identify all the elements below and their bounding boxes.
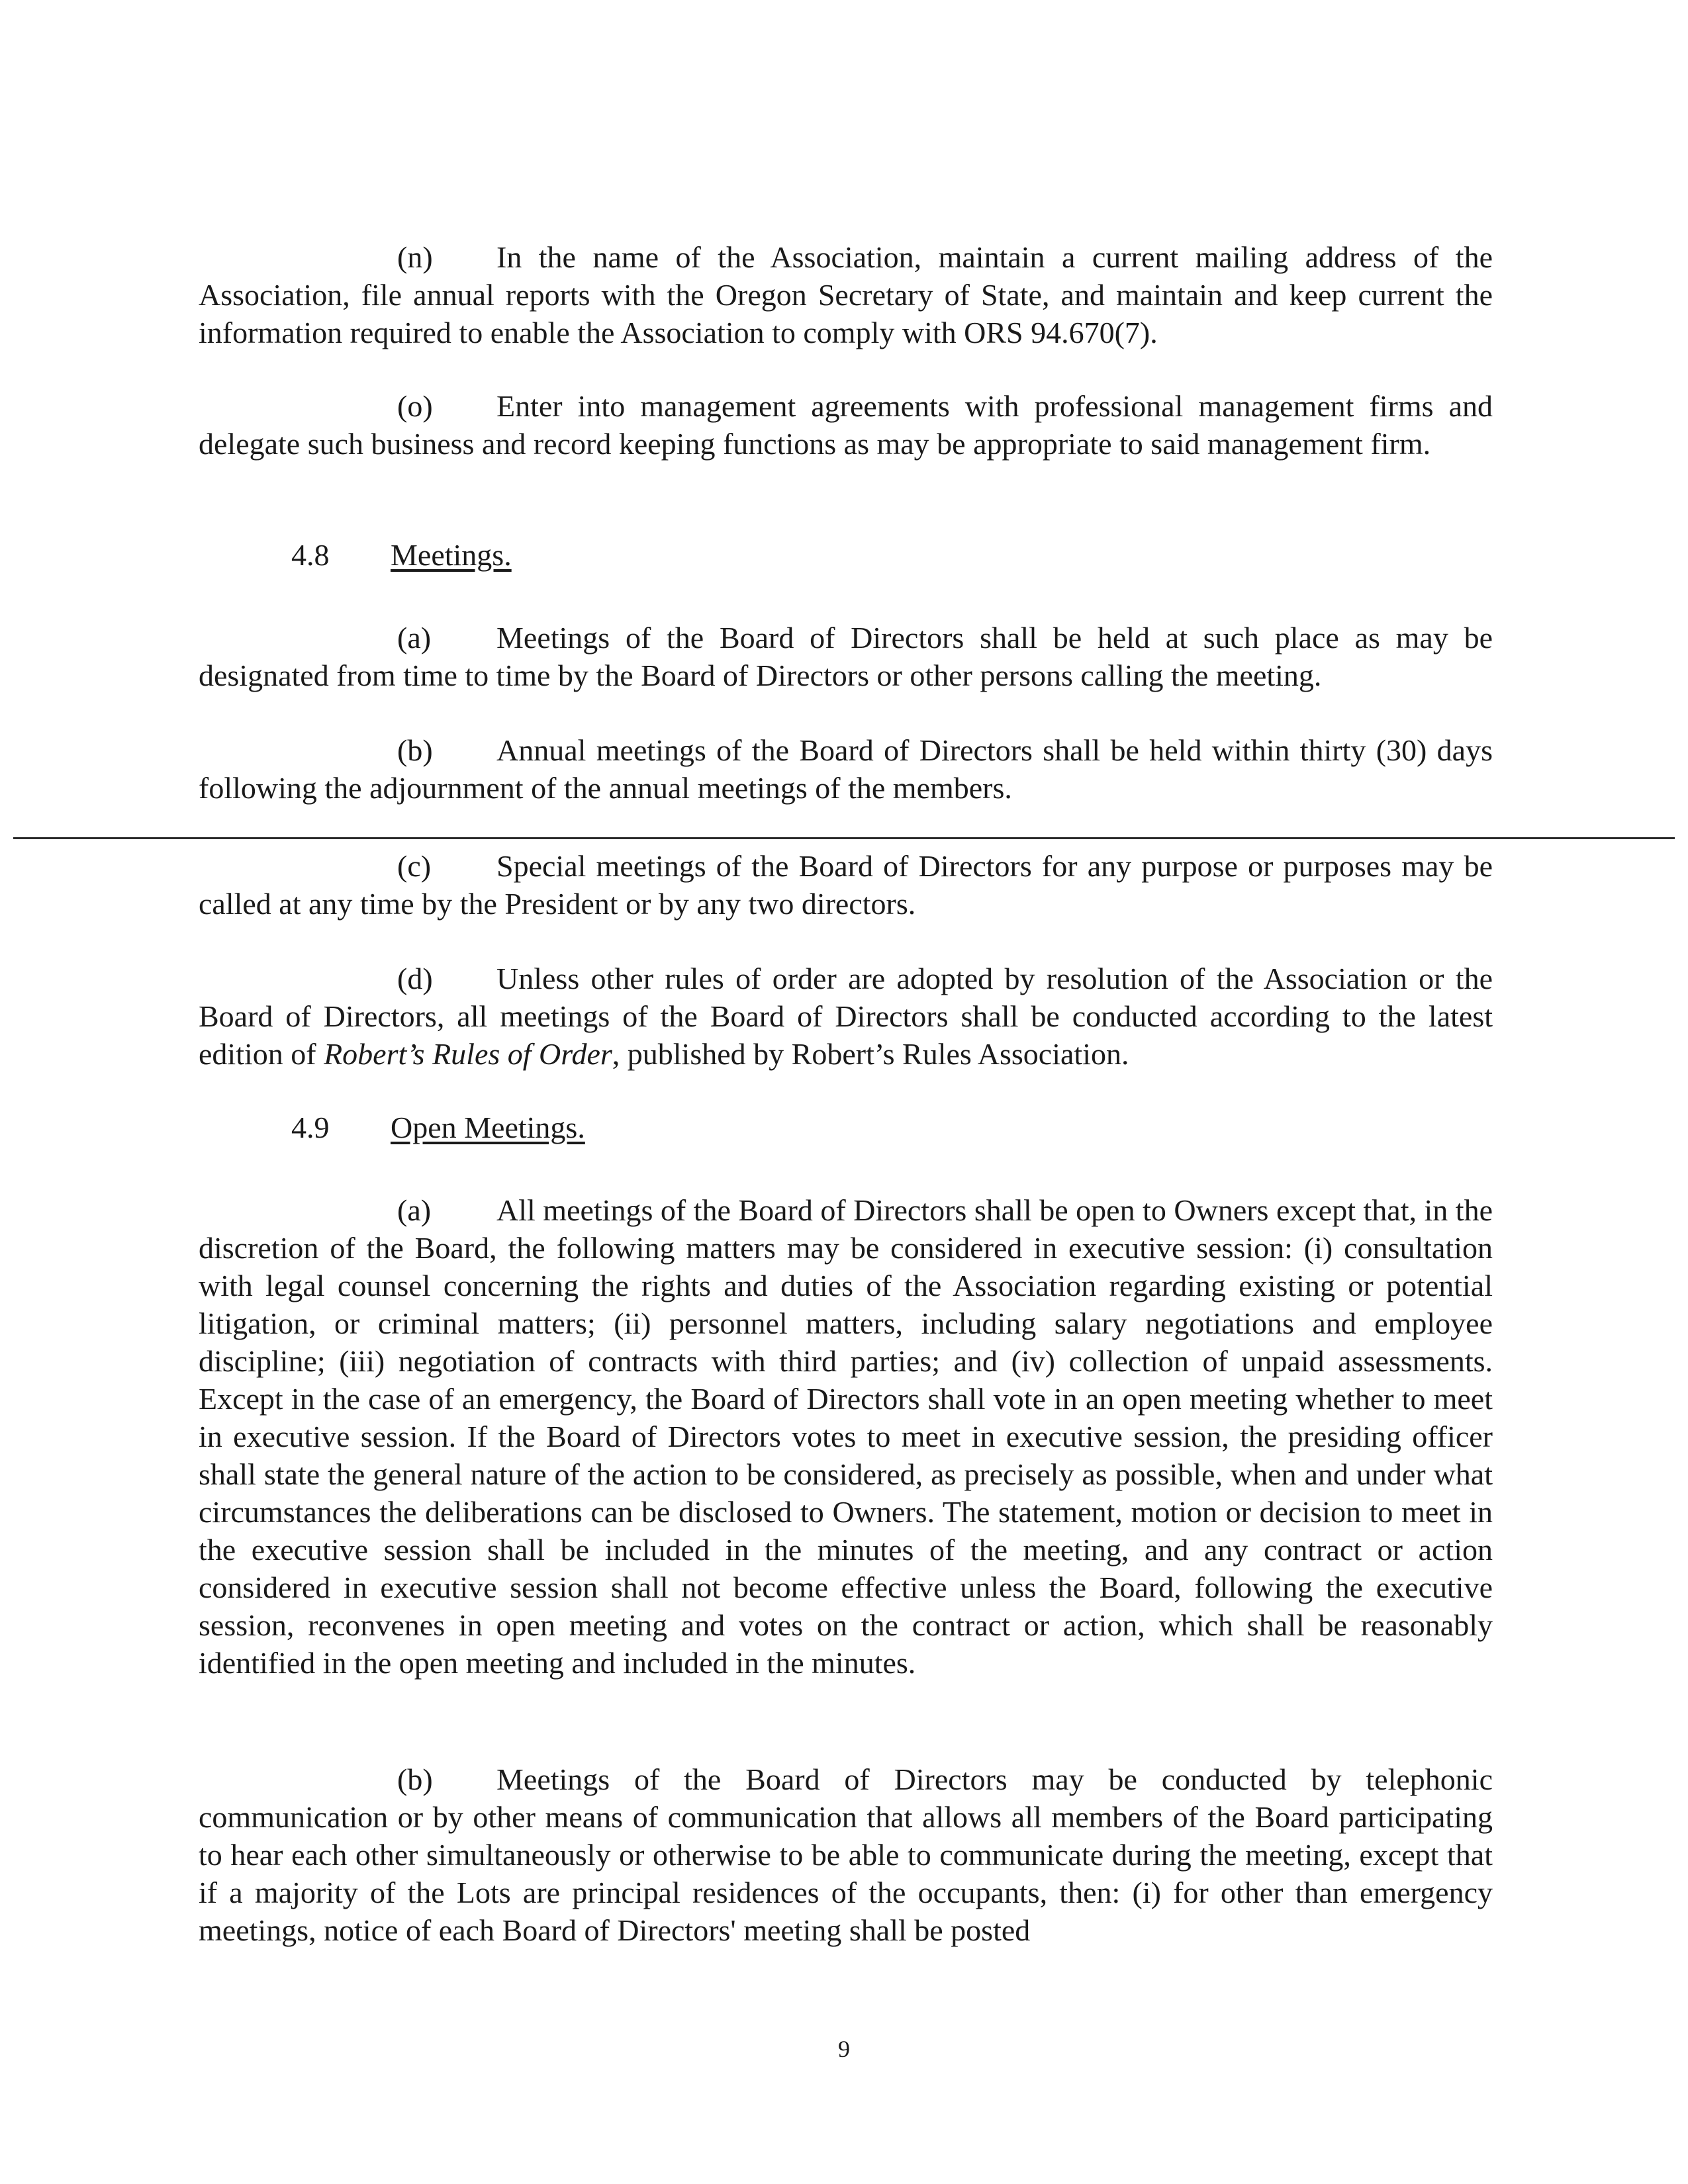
paragraph-text: Enter into management agreements with professional management firms and delegate such business and record keeping functions as may be appropriate to said management firm. <box>199 389 1493 461</box>
paragraph-text: Annual meetings of the Board of Directors shall be held within thirty (30) days following the adjournment of the annual meetings of the members. <box>199 733 1493 805</box>
paragraph-label: (b) <box>397 733 433 767</box>
paragraph-label: (b) <box>397 1762 433 1796</box>
section-heading-4-9 <box>291 1109 585 1146</box>
section-title: Open Meetings. <box>391 1111 585 1144</box>
paragraph-label: (c) <box>397 849 432 883</box>
paragraph-label: (o) <box>397 389 433 423</box>
section-number: 4.8 <box>291 538 330 572</box>
paragraph-n <box>199 238 1493 351</box>
paragraph-4-8-c <box>199 847 1493 923</box>
page-number: 9 <box>838 2036 850 2062</box>
paragraph-text: Meetings of the Board of Directors shall be held at such place as may be designated from time to time by the Board of Directors or other persons calling the meeting. <box>199 621 1493 692</box>
horizontal-rule <box>13 837 1675 839</box>
paragraph-o <box>199 387 1493 463</box>
paragraph-label: (a) <box>397 1193 432 1227</box>
section-number: 4.9 <box>291 1111 330 1144</box>
paragraph-text: Unless other rules of order are adopted by resolution of the Association or the Board of Directors, all meetings of the Board of Directors shall be conducted according to the latest edition of <box>199 962 1493 1071</box>
paragraph-4-8-b <box>199 731 1493 807</box>
paragraph-text: In the name of the Association, maintain a current mailing address of the Association, file annual reports with the Oregon Secretary of State, and maintain and keep current the information required to enable the Association to comply with ORS 94.670(7). <box>199 240 1493 349</box>
paragraph-label: (d) <box>397 962 433 995</box>
paragraph-label: (a) <box>397 621 432 655</box>
rules-of-order-title: Robert’s Rules of Order <box>324 1037 612 1071</box>
paragraph-4-9-a <box>199 1191 1493 1682</box>
paragraph-4-8-a <box>199 619 1493 694</box>
paragraph-text: Special meetings of the Board of Directors for any purpose or purposes may be called at any time by the President or by any two directors. <box>199 849 1493 921</box>
paragraph-text: All meetings of the Board of Directors shall be open to Owners except that, in the discretion of the Board, the following matters may be considered in executive session: (i) consultation with legal counsel concerning the rights and duties of the Association regarding existing or potential litigation, or criminal matters; (ii) personnel matters, including salary negotiations and employee discipline; (iii) negotiation of contracts with third parties; and (iv) collection of unpaid assessments. Except in the case of an emergency, the Board of Directors shall vote in an open meeting whether to meet in executive session. If the Board of Directors votes to meet in executive session, the presiding officer shall state the general nature of the action to be considered, as precisely as possible, when and under what circumstances the deliberations can be disclosed to Owners. The statement, motion or decision to meet in the executive session shall be included in the minutes of the meeting, and any contract or action considered in executive session shall not become effective unless the Board, following the executive session, reconvenes in open meeting and votes on the contract or action, which shall be reasonably identified in the open meeting and included in the minutes. <box>199 1193 1493 1680</box>
paragraph-label: (n) <box>397 240 433 274</box>
section-title: Meetings. <box>391 538 512 572</box>
paragraph-text: , published by Robert’s Rules Association. <box>612 1037 1129 1071</box>
paragraph-4-8-d <box>199 960 1493 1073</box>
paragraph-text: Meetings of the Board of Directors may be conducted by telephonic communication or by other means of communication that allows all members of the Board participating to hear each other simultaneously or otherwise to be able to communicate during the meeting, except that if a majority of the Lots are principal residences of the occupants, then: (i) for other than emergency meetings, notice of each Board of Directors' meeting shall be posted <box>199 1762 1493 1947</box>
paragraph-4-9-b <box>199 1760 1493 1949</box>
section-heading-4-8 <box>291 536 512 574</box>
